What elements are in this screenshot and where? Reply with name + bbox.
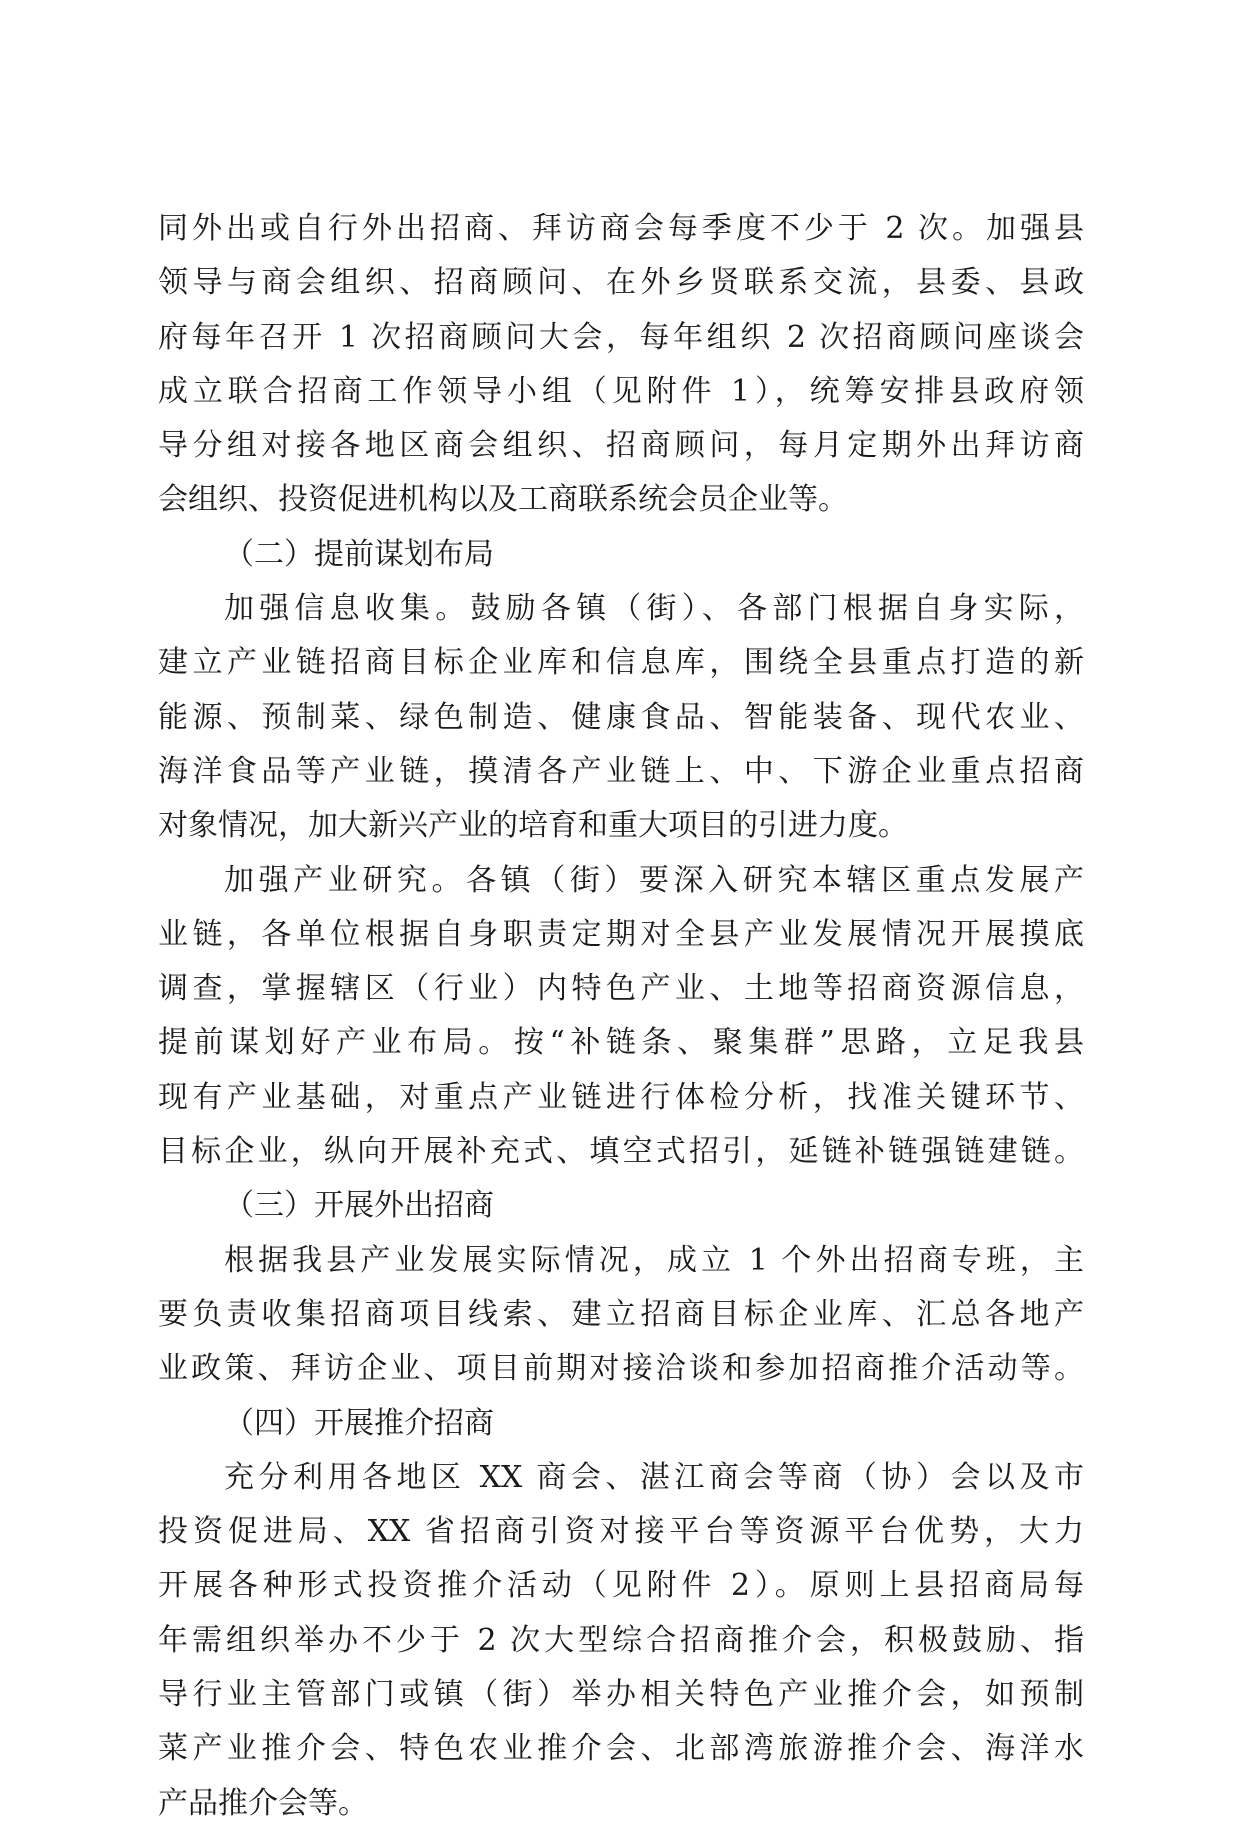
text-line: 菜产业推介会、特色农业推介会、北部湾旅游推介会、海洋水 xyxy=(158,1731,1084,1767)
text-line: 产品推介会等。 xyxy=(158,1785,368,1821)
text-line: 领导与商会组织、招商顾问、在外乡贤联系交流，县委、县政 xyxy=(158,265,1084,301)
text-line: 对象情况，加大新兴产业的培育和重大项目的引进力度。 xyxy=(158,808,908,844)
document-body xyxy=(158,202,1084,1831)
text-line: 投资促进局、XX 省招商引资对接平台等资源平台优势，大力 xyxy=(158,1514,1084,1550)
text-line: 年需组织举办不少于 2 次大型综合招商推介会，积极鼓励、指 xyxy=(158,1622,1084,1658)
section-heading: （二）提前谋划布局 xyxy=(224,536,494,572)
paragraph-first-line: 加强信息收集。鼓励各镇（街）、各部门根据自身实际， xyxy=(224,591,1084,627)
text-line: 业政策、拜访企业、项目前期对接洽谈和参加招商推介活动等。 xyxy=(158,1351,1084,1387)
text-line: 府每年召开 1 次招商顾问大会，每年组织 2 次招商顾问座谈会 xyxy=(158,319,1084,355)
text-line: 调查，掌握辖区（行业）内特色产业、土地等招商资源信息， xyxy=(158,971,1084,1007)
text-line: 建立产业链招商目标企业库和信息库，围绕全县重点打造的新 xyxy=(158,645,1084,681)
text-line: 同外出或自行外出招商、拜访商会每季度不少于 2 次。加强县 xyxy=(158,211,1084,246)
text-line: 开展各种形式投资推介活动（见附件 2）。原则上县招商局每 xyxy=(158,1568,1084,1604)
paragraph-first-line: 根据我县产业发展实际情况，成立 1 个外出招商专班，主 xyxy=(224,1242,1084,1278)
text-line: 海洋食品等产业链，摸清各产业链上、中、下游企业重点招商 xyxy=(158,753,1084,789)
text-line: 会组织、投资促进机构以及工商联系统会员企业等。 xyxy=(158,482,848,518)
text-line: 提前谋划好产业布局。按“补链条、聚集群”思路，立足我县 xyxy=(158,1025,1084,1061)
section-heading: （三）开展外出招商 xyxy=(224,1188,494,1224)
text-line: 能源、预制菜、绿色制造、健康食品、智能装备、现代农业、 xyxy=(158,699,1084,735)
text-line: 导行业主管部门或镇（街）举办相关特色产业推介会，如预制 xyxy=(158,1677,1084,1713)
text-line: 成立联合招商工作领导小组（见附件 1），统筹安排县政府领 xyxy=(158,373,1084,409)
text-line: 导分组对接各地区商会组织、招商顾问，每月定期外出拜访商 xyxy=(158,428,1084,464)
paragraph-first-line: 充分利用各地区 XX 商会、湛江商会等商（协）会以及市 xyxy=(224,1459,1084,1495)
paragraph-first-line: 加强产业研究。各镇（街）要深入研究本辖区重点发展产 xyxy=(224,862,1084,898)
text-line: 要负责收集招商项目线索、建立招商目标企业库、汇总各地产 xyxy=(158,1296,1084,1332)
text-line: 目标企业，纵向开展补充式、填空式招引，延链补链强链建链。 xyxy=(158,1134,1084,1170)
text-line: 现有产业基础，对重点产业链进行体检分析，找准关键环节、 xyxy=(158,1079,1084,1115)
section-heading: （四）开展推介招商 xyxy=(224,1405,494,1441)
text-line: 业链，各单位根据自身职责定期对全县产业发展情况开展摸底 xyxy=(158,916,1084,952)
